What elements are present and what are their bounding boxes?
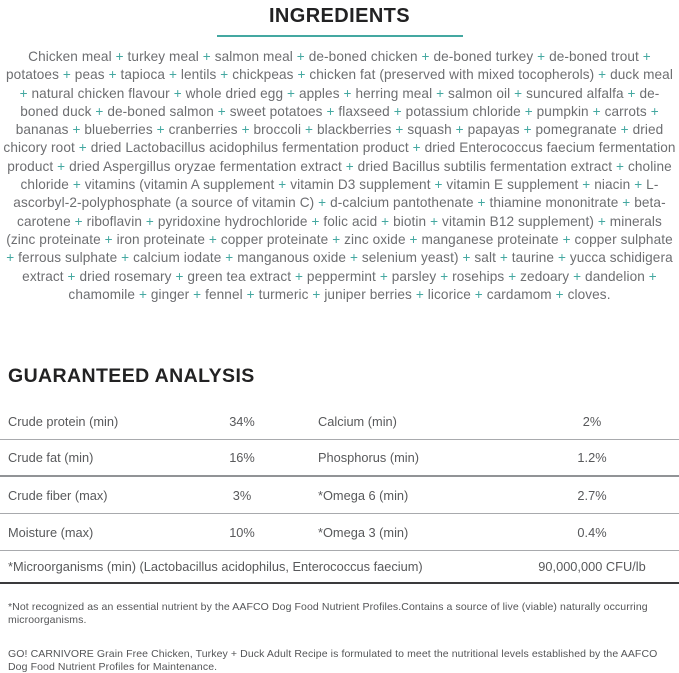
ingredient-item: cloves. bbox=[567, 286, 611, 302]
ingredient-item: rosehips bbox=[452, 268, 505, 284]
ingredient-item: cranberries bbox=[168, 122, 238, 138]
ingredient-item: broccoli bbox=[253, 122, 302, 138]
ingredient-item: apples bbox=[298, 85, 340, 101]
plus-separator: + bbox=[379, 268, 388, 284]
plus-separator: + bbox=[434, 177, 443, 193]
ingredient-item: copper sulphate bbox=[574, 231, 673, 247]
plus-separator: + bbox=[627, 85, 636, 101]
plus-separator: + bbox=[78, 140, 87, 156]
ingredient-item: iron proteinate bbox=[116, 231, 205, 247]
ingredient-item: flaxseed bbox=[338, 103, 390, 119]
ingredient-item: yucca schidigera extract bbox=[22, 250, 673, 284]
plus-separator: + bbox=[217, 103, 226, 119]
plus-separator: + bbox=[620, 122, 629, 138]
plus-separator: + bbox=[287, 85, 296, 101]
ingredient-item: potatoes bbox=[6, 67, 59, 83]
ingredient-item: beta-carotene bbox=[17, 195, 666, 229]
ingredient-item: juniper berries bbox=[324, 286, 412, 302]
plus-separator: + bbox=[241, 122, 250, 138]
plus-separator: + bbox=[318, 195, 327, 211]
plus-separator: + bbox=[412, 140, 421, 156]
ingredient-item: niacin bbox=[594, 177, 631, 193]
plus-separator: + bbox=[557, 250, 566, 266]
ingredient-item: vitamins (vitamin A supplement bbox=[84, 177, 275, 193]
plus-separator: + bbox=[225, 250, 234, 266]
plus-separator: + bbox=[326, 103, 335, 119]
ingredient-item: bananas bbox=[15, 122, 69, 138]
footnote-formulation-statement: GO! CARNIVORE Grain Free Chicken, Turkey + Duck Adult Recipe is formulated to meet the nutritional levels established by the AAFCO Dog Food Nutrient Profiles for Maintenance. bbox=[8, 647, 658, 673]
ingredient-item: green tea extract bbox=[187, 268, 292, 284]
plus-separator: + bbox=[592, 103, 601, 119]
plus-separator: + bbox=[145, 213, 154, 229]
ingredient-item: turmeric bbox=[258, 286, 309, 302]
ingredient-item: herring meal bbox=[355, 85, 433, 101]
plus-separator: + bbox=[523, 122, 532, 138]
ingredient-item: tapioca bbox=[120, 67, 166, 83]
plus-separator: + bbox=[430, 213, 439, 229]
ingredient-item: carrots bbox=[604, 103, 647, 119]
ingredient-item: potassium chloride bbox=[405, 103, 521, 119]
ingredient-item: fennel bbox=[205, 286, 243, 302]
nutrient-value: 2% bbox=[582, 413, 602, 429]
ingredient-item: pyridoxine hydrochloride bbox=[157, 213, 308, 229]
ingredient-item: cardamom bbox=[486, 286, 552, 302]
plus-separator: + bbox=[108, 67, 117, 83]
ingredient-item: peas bbox=[74, 67, 105, 83]
ingredient-item: choline chloride bbox=[20, 158, 672, 193]
plus-separator: + bbox=[57, 158, 66, 174]
plus-separator: + bbox=[175, 268, 184, 284]
plus-separator: + bbox=[115, 49, 124, 64]
guaranteed-analysis-table bbox=[0, 403, 679, 584]
plus-separator: + bbox=[104, 231, 113, 247]
plus-separator: + bbox=[202, 49, 211, 64]
nutrient-value: 1.2% bbox=[577, 450, 607, 466]
ingredient-item: dandelion bbox=[585, 268, 645, 284]
plus-separator: + bbox=[156, 122, 165, 138]
ingredient-item: zedoary bbox=[520, 268, 570, 284]
nutrient-value: 16% bbox=[229, 450, 255, 466]
ingredient-item: minerals (zinc proteinate bbox=[6, 213, 662, 247]
nutrient-value: 2.7% bbox=[577, 487, 607, 503]
nutrient-label: Crude fat (min) bbox=[8, 450, 94, 466]
plus-separator: + bbox=[409, 231, 418, 247]
ingredient-item: manganese proteinate bbox=[421, 231, 559, 247]
ingredient-item: de-boned chicken bbox=[308, 49, 418, 64]
plus-separator: + bbox=[311, 213, 320, 229]
plus-separator: + bbox=[648, 268, 657, 284]
nutrient-label: Moisture (max) bbox=[8, 524, 94, 540]
plus-separator: + bbox=[312, 286, 321, 302]
ingredient-item: dried Bacillus subtilis fermentation extract bbox=[357, 158, 613, 174]
nutrient-value: 34% bbox=[229, 413, 255, 429]
ingredient-item: peppermint bbox=[306, 268, 376, 284]
ingredients-header bbox=[0, 0, 679, 37]
plus-separator: + bbox=[524, 103, 533, 119]
plus-separator: + bbox=[74, 213, 83, 229]
ingredient-item: blueberries bbox=[84, 122, 153, 138]
ingredient-item: folic acid bbox=[323, 213, 378, 229]
plus-separator: + bbox=[562, 231, 571, 247]
table-row-crude-fiber-omega6 bbox=[0, 477, 679, 514]
ingredient-item: suncured alfalfa bbox=[526, 85, 624, 101]
ingredient-item: salt bbox=[474, 250, 496, 266]
plus-separator: + bbox=[393, 103, 402, 119]
footnote-aafco-nutrient: *Not recognized as an essential nutrient by the AAFCO Dog Food Nutrient Profiles.Contains a source of live (viable) naturally occurring microorganisms. bbox=[8, 601, 648, 626]
ingredient-item: de-boned trout bbox=[549, 49, 639, 64]
ingredient-item: salmon oil bbox=[448, 85, 511, 101]
ingredients-text bbox=[3, 48, 676, 304]
plus-separator: + bbox=[573, 268, 582, 284]
ingredient-item: de-boned duck bbox=[20, 85, 660, 119]
ingredient-item: selenium yeast) bbox=[361, 250, 459, 266]
nutrient-label: Calcium (min) bbox=[318, 413, 397, 429]
ingredient-item: ferrous sulphate bbox=[18, 250, 118, 266]
table-row-moisture-omega3 bbox=[0, 514, 679, 551]
ingredient-item: turkey meal bbox=[127, 49, 199, 64]
plus-separator: + bbox=[514, 85, 523, 101]
ingredient-item: chickpeas bbox=[232, 67, 294, 83]
ingredient-item: papayas bbox=[467, 122, 520, 138]
plus-separator: + bbox=[582, 177, 591, 193]
ingredient-item: natural chicken flavour bbox=[31, 85, 170, 101]
nutrient-label: Crude fiber (max) bbox=[8, 487, 108, 503]
ingredient-item: chicken fat (preserved with mixed tocopherols) bbox=[309, 67, 595, 83]
plus-separator: + bbox=[305, 122, 314, 138]
ingredient-item: taurine bbox=[511, 250, 555, 266]
nutrient-value: 90,000,000 CFU/lb bbox=[538, 559, 646, 575]
plus-separator: + bbox=[278, 177, 287, 193]
plus-separator: + bbox=[477, 195, 486, 211]
ingredient-item: calcium iodate bbox=[133, 250, 222, 266]
ingredient-item: pumpkin bbox=[536, 103, 589, 119]
ingredient-item: zinc oxide bbox=[344, 231, 406, 247]
ingredient-item: chamomile bbox=[68, 286, 136, 302]
ingredient-item: dried rosemary bbox=[79, 268, 172, 284]
plus-separator: + bbox=[168, 67, 177, 83]
plus-separator: + bbox=[62, 67, 71, 83]
table-row-crude-protein-calcium bbox=[0, 403, 679, 440]
plus-separator: + bbox=[455, 122, 464, 138]
ingredient-item: parsley bbox=[391, 268, 437, 284]
nutrient-value: 10% bbox=[229, 524, 255, 540]
ingredient-item: blackberries bbox=[316, 122, 392, 138]
plus-separator: + bbox=[138, 286, 147, 302]
nutrient-label: *Omega 6 (min) bbox=[318, 487, 409, 503]
ingredient-item: copper proteinate bbox=[220, 231, 329, 247]
ingredient-item: dried Enterococcus faecium fermentation product bbox=[7, 140, 676, 174]
ingredient-item: duck meal bbox=[610, 67, 673, 83]
plus-separator: + bbox=[332, 231, 341, 247]
plus-separator: + bbox=[121, 250, 130, 266]
guaranteed-analysis-heading: GUARANTEED ANALYSIS bbox=[8, 365, 255, 388]
plus-separator: + bbox=[208, 231, 217, 247]
ingredient-item: Chicken meal bbox=[28, 49, 112, 64]
plus-separator: + bbox=[173, 85, 182, 101]
plus-separator: + bbox=[634, 177, 643, 193]
plus-separator: + bbox=[72, 122, 81, 138]
ingredient-item: pomegranate bbox=[535, 122, 617, 138]
plus-separator: + bbox=[474, 286, 483, 302]
ingredient-item: lentils bbox=[180, 67, 217, 83]
plus-separator: + bbox=[436, 85, 445, 101]
plus-separator: + bbox=[508, 268, 517, 284]
ingredient-item: thiamine mononitrate bbox=[489, 195, 619, 211]
plus-separator: + bbox=[381, 213, 390, 229]
ingredients-heading: INGREDIENTS bbox=[268, 5, 411, 27]
plus-separator: + bbox=[650, 103, 659, 119]
nutrient-label: *Microorganisms (min) (Lactobacillus acidophilus, Enterococcus faecium) bbox=[8, 559, 423, 575]
ingredient-item: dried Lactobacillus acidophilus fermentation product bbox=[90, 140, 409, 156]
ingredient-item: vitamin D3 supplement bbox=[290, 177, 431, 193]
ingredient-item: whole dried egg bbox=[185, 85, 284, 101]
plus-separator: + bbox=[349, 250, 358, 266]
ingredient-item: de-boned salmon bbox=[107, 103, 214, 119]
ingredient-item: dried Aspergillus oryzae fermentation extract bbox=[69, 158, 342, 174]
plus-separator: + bbox=[622, 195, 631, 211]
ingredient-item: L-ascorbyl-2-polyphosphate (a source of vitamin C) bbox=[13, 177, 659, 211]
ingredient-item: licorice bbox=[427, 286, 471, 302]
plus-separator: + bbox=[462, 250, 471, 266]
plus-separator: + bbox=[345, 158, 354, 174]
plus-separator: + bbox=[499, 250, 508, 266]
heading-underline-rule bbox=[217, 35, 463, 37]
plus-separator: + bbox=[19, 85, 28, 101]
plus-separator: + bbox=[597, 213, 606, 229]
ingredient-item: vitamin B12 supplement) bbox=[442, 213, 594, 229]
plus-separator: + bbox=[193, 286, 202, 302]
ingredient-item: riboflavin bbox=[86, 213, 142, 229]
ingredient-item: biotin bbox=[393, 213, 427, 229]
plus-separator: + bbox=[297, 67, 306, 83]
plus-separator: + bbox=[537, 49, 546, 64]
plus-separator: + bbox=[220, 67, 229, 83]
nutrient-value: 0.4% bbox=[577, 524, 607, 540]
plus-separator: + bbox=[415, 286, 424, 302]
ingredient-item: de-boned turkey bbox=[433, 49, 534, 64]
ingredient-item: sweet potatoes bbox=[229, 103, 323, 119]
ingredient-item: squash bbox=[407, 122, 452, 138]
nutrient-value: 3% bbox=[232, 487, 252, 503]
plus-separator: + bbox=[294, 268, 304, 284]
nutrient-label: Phosphorus (min) bbox=[318, 450, 419, 466]
plus-separator: + bbox=[95, 103, 104, 119]
plus-separator: + bbox=[616, 158, 625, 174]
ingredient-item: dried chicory root bbox=[3, 122, 664, 156]
table-row-crude-fat-phosphorus bbox=[0, 440, 679, 477]
plus-separator: + bbox=[555, 286, 564, 302]
plus-separator: + bbox=[598, 67, 607, 83]
plus-separator: + bbox=[395, 122, 404, 138]
table-row-microorganisms bbox=[0, 551, 679, 584]
plus-separator: + bbox=[296, 49, 305, 64]
ingredient-item: ginger bbox=[150, 286, 190, 302]
ingredient-item: vitamin E supplement bbox=[446, 177, 579, 193]
ingredient-item: manganous oxide bbox=[237, 250, 347, 266]
nutrient-label: Crude protein (min) bbox=[8, 413, 119, 429]
nutrient-label: *Omega 3 (min) bbox=[318, 524, 409, 540]
plus-separator: + bbox=[421, 49, 430, 64]
plus-separator: + bbox=[246, 286, 255, 302]
ingredient-item: salmon meal bbox=[214, 49, 293, 64]
plus-separator: + bbox=[642, 49, 651, 64]
plus-separator: + bbox=[72, 177, 81, 193]
plus-separator: + bbox=[343, 85, 352, 101]
ingredient-item: d-calcium pantothenate bbox=[330, 195, 474, 211]
plus-separator: + bbox=[67, 268, 76, 284]
plus-separator: + bbox=[440, 268, 449, 284]
plus-separator: + bbox=[6, 250, 15, 266]
